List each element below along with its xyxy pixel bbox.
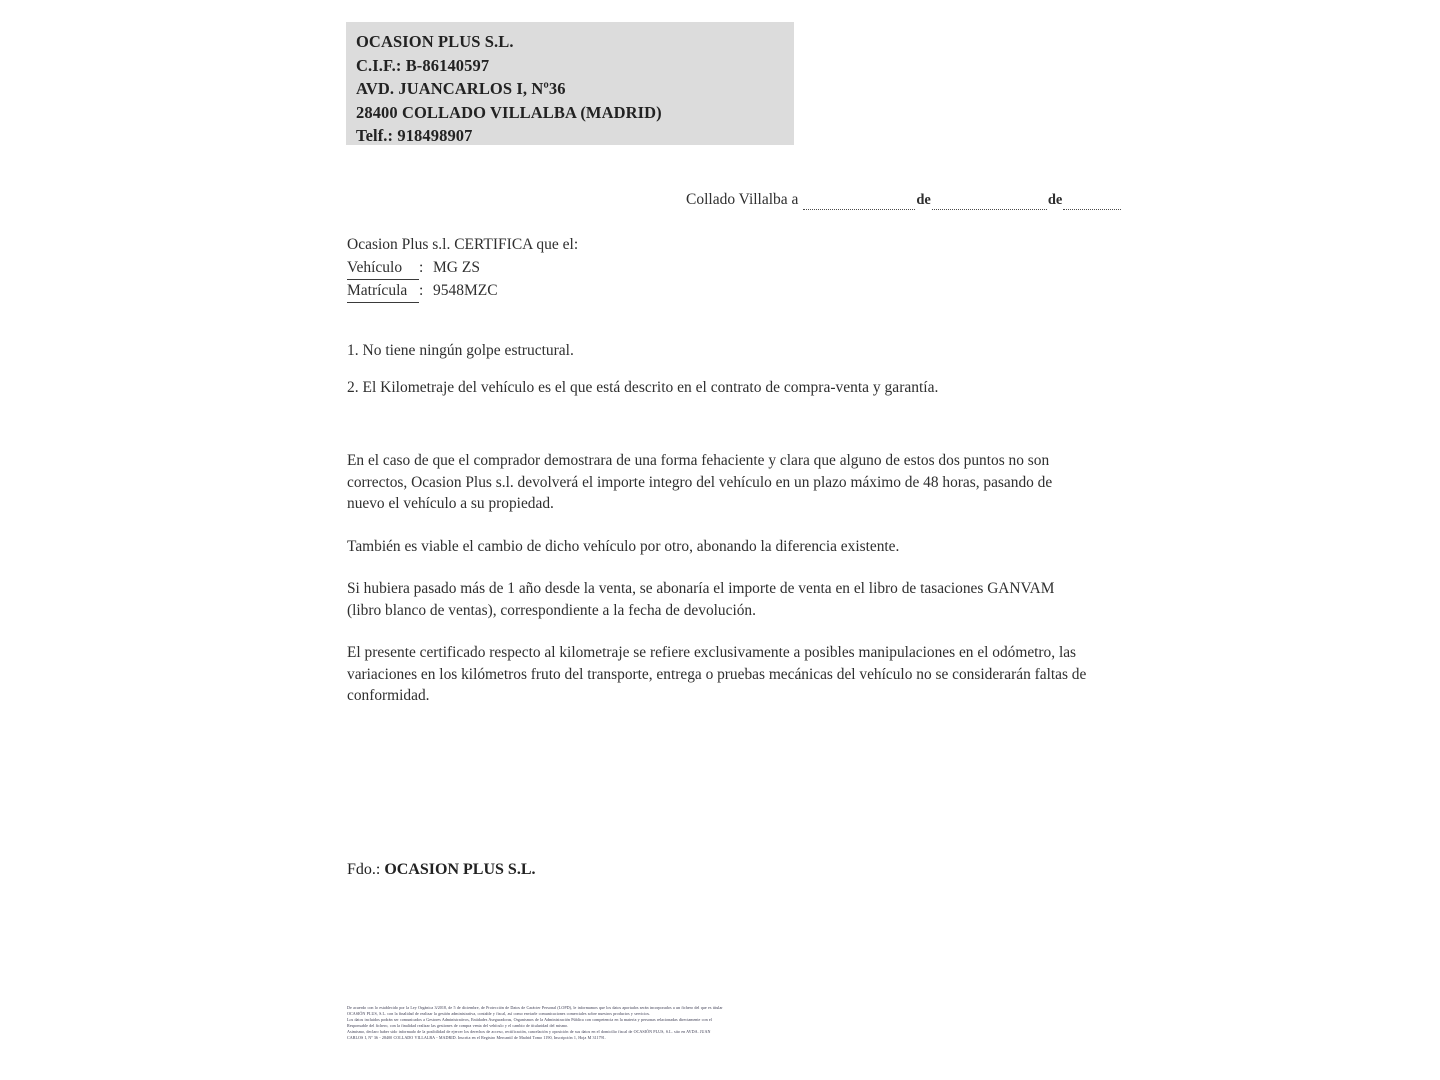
company-city: 28400 COLLADO VILLALBA (MADRID) (356, 102, 662, 122)
date-de-1: de (916, 192, 931, 208)
certified-points-list (347, 340, 1087, 414)
legal-line-6: CARLOS I, Nº 36 - 28400 COLLADO VILLALBA - MADRID. Inscrita en el Registro Mercantil de Madrid Tomo 1190, Inscripción 1, Hoja M 311791. (347, 1034, 606, 1040)
plate-row (347, 280, 1087, 303)
certifica-intro: Ocasion Plus s.l. CERTIFICA que el: (347, 236, 579, 253)
body-paragraph-1: En el caso de que el comprador demostrara de una forma fehaciente y clara que alguno de estos dos puntos no son correctos, Ocasion Plus s.l. devolverá el importe integro del vehículo en un plazo máximo de 48 horas, pasando de nuevo el vehículo a su propiedad. (347, 452, 1053, 512)
certificate-body (347, 450, 1089, 728)
date-city-prefix: Collado Villalba a (686, 191, 799, 208)
body-paragraph-2: También es viable el cambio de dicho vehículo por otro, abonando la diferencia existente. (347, 537, 900, 555)
date-line (686, 190, 1106, 210)
vehicle-row (347, 257, 1087, 280)
vehicle-label: Vehículo (347, 257, 419, 280)
company-letterhead-block (346, 22, 794, 145)
legal-line-4: Responsable del fichero, con la finalidad realizar las gestiones de compra venta del vehículo y el cambio de titularidad del mismo. (347, 1022, 569, 1028)
date-year-blank[interactable] (1063, 196, 1121, 210)
date-day-blank[interactable] (803, 196, 915, 210)
legal-line-5: Asimismo, declaro haber sido informado de la posibilidad de ejercer los derechos de acceso, rectificación, cancelación y oposición de sus datos en el domicilio fiscal de OCASIÓN PLUS, S.L. sito en AVDA. JUAN (347, 1028, 711, 1034)
date-de-2: de (1047, 192, 1063, 208)
signature-line (347, 859, 536, 881)
certified-point-2: 2. El Kilometraje del vehículo es el que está descrito en el contrato de compra-venta y garantía. (347, 379, 939, 396)
certified-point-1: 1. No tiene ningún golpe estructural. (347, 342, 574, 359)
company-cif: C.I.F.: B-86140597 (356, 55, 490, 75)
plate-label: Matrícula (347, 280, 419, 303)
plate-separator: : (419, 282, 424, 299)
body-paragraph-3: Si hubiera pasado más de 1 año desde la venta, se abonaría el importe de venta en el libro de tasaciones GANVAM (libro blanco de ventas), correspondiente a la fecha de devolución. (347, 580, 1055, 619)
date-month-blank[interactable] (932, 196, 1047, 210)
certificate-header-block (347, 234, 1087, 303)
legal-line-1: De acuerdo con lo establecido por la Ley Orgánica 3/2018, de 5 de diciembre, de Protección de Datos de Carácter Personal (LOPD), le informamos que los datos aportados serán incorporados a un fichero del que es titular (347, 1005, 723, 1010)
legal-line-2: OCASIÓN PLUS, S.L. con la finalidad de realizar la gestión administrativa, contable y fiscal, así como enviarle comunicaciones comerciales sobre nuestros productos y servicios. (347, 1010, 651, 1016)
company-street: AVD. JUANCARLOS I, Nº36 (356, 79, 566, 98)
legal-line-3: Los datos incluidos podrán ser comunicados a Gestores Administrativos, Entidades Aseguradoras, Organismos de la Administración Pública con competencia en la materia y personas relacionadas directamente con el (347, 1016, 712, 1022)
legal-privacy-notice (347, 1005, 1095, 1040)
signature-company-name: OCASION PLUS S.L. (384, 861, 536, 878)
signature-prefix: Fdo.: (347, 861, 385, 878)
company-phone: Telf.: 918498907 (356, 126, 473, 145)
company-name: OCASION PLUS S.L. (356, 32, 514, 51)
vehicle-value: MG ZS (433, 259, 480, 276)
plate-value: 9548MZC (433, 282, 498, 299)
vehicle-separator: : (419, 259, 424, 276)
body-paragraph-4: El presente certificado respecto al kilometraje se refiere exclusivamente a posibles manipulaciones en el odómetro, las variaciones en los kilómetros fruto del transporte, entrega o pruebas mecánicas del vehículo no se considerarán faltas de conformidad. (347, 644, 1087, 704)
